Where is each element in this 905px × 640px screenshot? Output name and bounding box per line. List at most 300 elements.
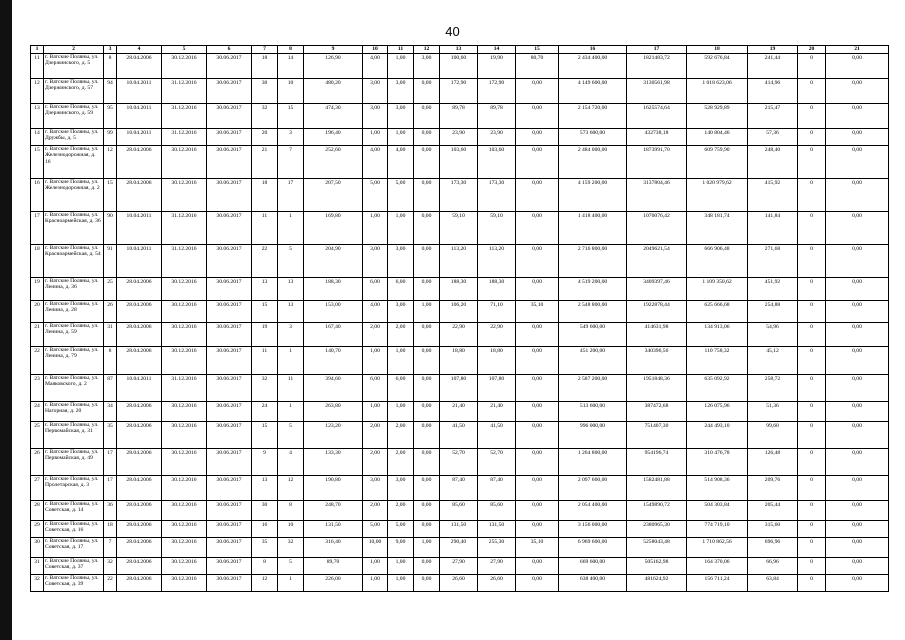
table-cell: 12 (278, 476, 304, 501)
table-cell: 31 (31, 558, 44, 575)
table-cell: 23 (31, 375, 44, 402)
table-cell: 30.06.2017 (207, 501, 252, 521)
table-cell: 1,00 (414, 301, 440, 323)
table-cell: 1,00 (363, 402, 388, 422)
table-cell: 0 (798, 104, 826, 129)
table-cell: 10.04.2011 (117, 79, 162, 104)
table-cell: 26,60 (440, 575, 478, 592)
table-cell: 11 (252, 347, 278, 375)
table-cell: 263,80 (304, 402, 363, 422)
table-cell: 196,40 (304, 129, 363, 146)
table-cell: 2,00 (388, 422, 414, 449)
column-header-13: 13 (440, 46, 478, 54)
table-cell: 9,00 (388, 538, 414, 558)
table-cell: 45,12 (748, 347, 798, 375)
table-cell: 21 (252, 146, 278, 179)
table-cell: 107,80 (440, 375, 478, 402)
table-cell: 0,00 (826, 245, 889, 278)
address-cell: г. Ватские Поляны, ул. Ленина, д. 28 (44, 301, 104, 323)
table-cell: 1,00 (363, 347, 388, 375)
table-cell: 71,10 (478, 301, 516, 323)
table-cell: 25 (31, 422, 44, 449)
column-header-6: 6 (207, 46, 252, 54)
table-cell: 0,00 (516, 278, 559, 301)
table-cell: 635 092,92 (687, 375, 748, 402)
table-cell: 2380965,30 (627, 521, 687, 538)
table-cell: 254,88 (748, 301, 798, 323)
table-cell: 0 (798, 521, 826, 538)
table-cell: 30.12.2016 (162, 278, 207, 301)
table-cell: 4,00 (363, 301, 388, 323)
table-cell: 31.12.2016 (162, 79, 207, 104)
column-header-7: 7 (252, 46, 278, 54)
table-row (31, 402, 889, 422)
table-cell: 0,00 (826, 104, 889, 129)
address-cell: г. Ватские Поляны, ул. Железнодорожная, д. 16 (44, 146, 104, 179)
table-cell: 4 149 600,00 (559, 79, 627, 104)
table-cell: 2,00 (363, 422, 388, 449)
table-cell: 16 (252, 521, 278, 538)
table-cell: 28.04.2006 (117, 558, 162, 575)
table-row (31, 245, 889, 278)
table-cell: 8 (252, 558, 278, 575)
table-cell: 30.12.2016 (162, 402, 207, 422)
table-cell: 0 (798, 476, 826, 501)
table-cell: 18 (252, 54, 278, 79)
table-cell: 0,00 (516, 323, 559, 347)
column-header-21: 21 (826, 46, 889, 54)
table-cell: 30.06.2017 (207, 54, 252, 79)
table-cell: 1 (278, 347, 304, 375)
table-cell: 35,10 (516, 301, 559, 323)
table-cell: 0 (798, 146, 826, 179)
table-cell: 32 (104, 558, 117, 575)
table-cell: 0,00 (414, 347, 440, 375)
table-cell: 10 (278, 521, 304, 538)
table-cell: 3,00 (363, 245, 388, 278)
table-cell: 7 (278, 146, 304, 179)
table-cell: 8 (104, 347, 117, 375)
table-cell: 316,40 (304, 538, 363, 558)
table-cell: 30.06.2017 (207, 278, 252, 301)
table-cell: 0,00 (414, 558, 440, 575)
table-cell: 35 (252, 538, 278, 558)
table-cell: 2,00 (388, 501, 414, 521)
table-cell: 0 (798, 179, 826, 212)
table-cell: 1 (278, 402, 304, 422)
table-cell: 126,48 (748, 449, 798, 476)
table-cell: 59,10 (440, 212, 478, 245)
table-cell: 0,00 (414, 375, 440, 402)
table-cell: 414631,98 (627, 323, 687, 347)
table-cell: 99,60 (748, 422, 798, 449)
table-row (31, 449, 889, 476)
table-cell: 30.12.2016 (162, 347, 207, 375)
table-cell: 30.06.2017 (207, 476, 252, 501)
table-cell: 1,00 (388, 212, 414, 245)
table-cell: 30.06.2017 (207, 245, 252, 278)
table-cell: 28.04.2006 (117, 402, 162, 422)
address-cell: г. Ватские Поляны, ул. Советская, д. 37 (44, 558, 104, 575)
table-cell: 18,80 (440, 347, 478, 375)
table-cell: 6,00 (363, 278, 388, 301)
table-cell: 30.06.2017 (207, 212, 252, 245)
table-cell: 480,20 (304, 79, 363, 104)
table-cell: 126 075,96 (687, 402, 748, 422)
table-cell: 0,00 (414, 476, 440, 501)
table-cell: 28.04.2006 (117, 476, 162, 501)
table-cell: 140,70 (304, 347, 363, 375)
address-cell: г. Ватские Поляны, ул. Маяковского, д. 2 (44, 375, 104, 402)
address-cell: г. Ватские Поляны, ул. Дзержинского, д. 5 (44, 54, 104, 79)
table-cell: 481624,92 (627, 575, 687, 592)
table-cell: 1 (278, 575, 304, 592)
address-cell: г. Ватские Поляны, ул. Красноармейская, д. 54 (44, 245, 104, 278)
column-header-12: 12 (414, 46, 440, 54)
table-cell: 32 (252, 375, 278, 402)
table-cell: 3,00 (363, 476, 388, 501)
table-cell: 19 (252, 323, 278, 347)
table-cell: 0,00 (826, 347, 889, 375)
table-cell: 0,00 (414, 521, 440, 538)
table-row (31, 179, 889, 212)
table-cell: 0,00 (516, 129, 559, 146)
address-cell: г. Ватские Поляны, ул. Ленина, д. 36 (44, 278, 104, 301)
table-cell: 0 (798, 347, 826, 375)
table-cell: 1,00 (414, 538, 440, 558)
table-cell: 2,00 (363, 323, 388, 347)
table-cell: 1 418 400,00 (559, 212, 627, 245)
table-cell: 1821483,72 (627, 54, 687, 79)
table-cell: 30 (252, 501, 278, 521)
table-cell: 85,60 (478, 501, 516, 521)
table-row (31, 146, 889, 179)
table-cell: 164 370,06 (687, 558, 748, 575)
table-cell: 27,90 (478, 558, 516, 575)
table-cell: 0,00 (414, 449, 440, 476)
table-cell: 0,00 (516, 375, 559, 402)
table-cell: 87 (104, 375, 117, 402)
table-cell: 1070076,42 (627, 212, 687, 245)
table-cell: 66,96 (748, 558, 798, 575)
table-cell: 28 (31, 501, 44, 521)
table-cell: 4,00 (363, 54, 388, 79)
table-cell: 6,00 (388, 375, 414, 402)
table-cell: 4 519 200,00 (559, 278, 627, 301)
table-cell: 0,00 (414, 422, 440, 449)
table-cell: 22,90 (478, 323, 516, 347)
table-cell: 30.06.2017 (207, 301, 252, 323)
table-cell: 90 (104, 212, 117, 245)
table-cell: 173,30 (478, 179, 516, 212)
table-cell: 0,00 (516, 476, 559, 501)
table-cell: 1582481,88 (627, 476, 687, 501)
table-cell: 10.04.2011 (117, 245, 162, 278)
table-cell: 10.04.2011 (117, 129, 162, 146)
column-header-4: 4 (117, 46, 162, 54)
table-cell: 432738,18 (627, 129, 687, 146)
table-cell: 0,00 (826, 146, 889, 179)
table-cell: 18 (31, 245, 44, 278)
table-cell: 3 (278, 323, 304, 347)
table-cell: 85,60 (440, 501, 478, 521)
table-row (31, 422, 889, 449)
table-cell: 0,00 (516, 422, 559, 449)
column-header-16: 16 (559, 46, 627, 54)
table-cell: 0,00 (414, 245, 440, 278)
table-cell: 1 109 350,62 (687, 278, 748, 301)
scan-edge (0, 0, 12, 640)
table-cell: 35 (104, 422, 117, 449)
column-header-5: 5 (162, 46, 207, 54)
address-cell: г. Ватские Поляны, ул. Советская, д. 17 (44, 538, 104, 558)
table-cell: 28.04.2006 (117, 538, 162, 558)
table-cell: 11 (31, 54, 44, 79)
table-cell: 241,44 (748, 54, 798, 79)
table-cell: 22 (31, 347, 44, 375)
table-cell: 134 913,06 (687, 323, 748, 347)
table-cell: 156 711,24 (687, 575, 748, 592)
table-cell: 63,84 (748, 575, 798, 592)
table-cell: 13 (278, 278, 304, 301)
table-cell: 774 719,10 (687, 521, 748, 538)
table-cell: 451,92 (748, 278, 798, 301)
table-row (31, 278, 889, 301)
table-cell: 528 929,89 (687, 104, 748, 129)
table-cell: 30.06.2017 (207, 538, 252, 558)
column-header-18: 18 (687, 46, 748, 54)
address-cell: г. Ватские Поляны, ул. Железнодорожная, д. 2 (44, 179, 104, 212)
table-cell: 1,00 (363, 129, 388, 146)
table-cell: 89,70 (304, 558, 363, 575)
address-cell: г. Ватские Поляны, ул. Ленина, д. 79 (44, 347, 104, 375)
address-cell: г. Ватские Поляны, ул. Советская, д. 39 (44, 575, 104, 592)
table-cell: 0,00 (516, 402, 559, 422)
table-cell: 28.04.2006 (117, 449, 162, 476)
table-cell: 11 (278, 375, 304, 402)
column-header-1: 1 (31, 46, 44, 54)
table-cell: 248,40 (748, 146, 798, 179)
table-cell: 89,78 (440, 104, 478, 129)
table-cell: 0,00 (516, 558, 559, 575)
table-cell: 248,70 (304, 501, 363, 521)
table-cell: 28.04.2006 (117, 347, 162, 375)
column-header-8: 8 (278, 46, 304, 54)
table-cell: 22,90 (440, 323, 478, 347)
table-cell: 0,00 (826, 54, 889, 79)
table-cell: 2 054 400,00 (559, 501, 627, 521)
table-cell: 592 676,84 (687, 54, 748, 79)
table-cell: 2 587 200,00 (559, 375, 627, 402)
table-cell: 167,40 (304, 323, 363, 347)
table-cell: 5,00 (363, 179, 388, 212)
table-cell: 0,00 (414, 129, 440, 146)
table-cell: 5258043,48 (627, 538, 687, 558)
table-cell: 0,00 (516, 501, 559, 521)
address-cell: г. Ватские Поляны, ул. Нагорная, д. 20 (44, 402, 104, 422)
table-cell: 30.12.2016 (162, 54, 207, 79)
table-row (31, 212, 889, 245)
table-cell: 30 (252, 79, 278, 104)
table-cell: 751407,30 (627, 422, 687, 449)
table-cell: 474,30 (304, 104, 363, 129)
table-cell: 0 (798, 212, 826, 245)
table-cell: 666 906,48 (687, 245, 748, 278)
table-cell: 5 (278, 558, 304, 575)
table-cell: 549 600,00 (559, 323, 627, 347)
table-cell: 310 476,78 (687, 449, 748, 476)
column-header-2: 2 (44, 46, 104, 54)
table-cell: 3,00 (414, 54, 440, 79)
table-cell: 23,90 (440, 129, 478, 146)
table-cell: 271,68 (748, 245, 798, 278)
table-cell: 17 (104, 476, 117, 501)
table-cell: 3130561,98 (627, 79, 687, 104)
table-cell: 14 (278, 54, 304, 79)
table-row (31, 347, 889, 375)
table-cell: 24 (252, 402, 278, 422)
table-cell: 12 (104, 146, 117, 179)
table-cell: 996 000,00 (559, 422, 627, 449)
table-cell: 3,00 (388, 476, 414, 501)
column-header-11: 11 (388, 46, 414, 54)
table-cell: 30.06.2017 (207, 375, 252, 402)
table-cell: 123,20 (304, 422, 363, 449)
table-cell: 0,00 (826, 476, 889, 501)
table-cell: 22 (104, 575, 117, 592)
table-cell: 30.12.2016 (162, 422, 207, 449)
table-cell: 30.06.2017 (207, 323, 252, 347)
table-cell: 87,40 (440, 476, 478, 501)
address-cell: г. Ватские Поляны, ул. Дзержинского, д. 57 (44, 79, 104, 104)
table-cell: 10.04.2011 (117, 375, 162, 402)
table-cell: 41,50 (478, 422, 516, 449)
table-row (31, 323, 889, 347)
table-cell: 113,20 (440, 245, 478, 278)
table-cell: 16 (31, 179, 44, 212)
table-cell: 141,84 (748, 212, 798, 245)
table-cell: 2 484 000,00 (559, 146, 627, 179)
table-cell: 0,00 (826, 323, 889, 347)
table-cell: 30.06.2017 (207, 146, 252, 179)
table-cell: 13 (252, 278, 278, 301)
table-cell: 52,70 (478, 449, 516, 476)
table-cell: 3 (278, 129, 304, 146)
table-cell: 6 969 600,00 (559, 538, 627, 558)
table-cell: 30.06.2017 (207, 79, 252, 104)
table-cell: 20 (31, 301, 44, 323)
table-cell: 30.12.2016 (162, 323, 207, 347)
table-cell: 28.04.2006 (117, 323, 162, 347)
table-cell: 0 (798, 402, 826, 422)
table-cell: 0,00 (516, 146, 559, 179)
table-row (31, 521, 889, 538)
table-cell: 0,00 (516, 521, 559, 538)
address-cell: г. Ватские Поляны, ул. Красноармейская, д. 36 (44, 212, 104, 245)
table-cell: 244 493,10 (687, 422, 748, 449)
table-cell: 31.12.2016 (162, 375, 207, 402)
table-cell: 51,36 (748, 402, 798, 422)
table-cell: 2 716 800,00 (559, 245, 627, 278)
table-cell: 0,00 (516, 104, 559, 129)
table-cell: 415,92 (748, 179, 798, 212)
table-cell: 0,00 (826, 538, 889, 558)
table-cell: 188,30 (440, 278, 478, 301)
table-cell: 1,00 (363, 212, 388, 245)
table-cell: 30.06.2017 (207, 558, 252, 575)
table-cell: 15 (104, 179, 117, 212)
table-cell: 1549890,72 (627, 501, 687, 521)
table-cell: 28.04.2006 (117, 146, 162, 179)
table-cell: 15 (31, 146, 44, 179)
table-cell: 1 018 623,06 (687, 79, 748, 104)
table-cell: 13 (31, 104, 44, 129)
table-cell: 0,00 (826, 449, 889, 476)
table-cell: 0,00 (414, 278, 440, 301)
table-cell: 28.04.2006 (117, 575, 162, 592)
table-cell: 3,00 (388, 301, 414, 323)
table-cell: 0,00 (414, 575, 440, 592)
table-row (31, 54, 889, 79)
table-cell: 505162,98 (627, 558, 687, 575)
table-cell: 205,44 (748, 501, 798, 521)
table-cell: 3,00 (363, 104, 388, 129)
table-cell: 669 600,00 (559, 558, 627, 575)
table-cell: 32 (31, 575, 44, 592)
table-cell: 2 548 800,00 (559, 301, 627, 323)
table-cell: 10 (278, 79, 304, 104)
table-cell: 30.12.2016 (162, 558, 207, 575)
table-cell: 21,40 (478, 402, 516, 422)
table-cell: 0 (798, 129, 826, 146)
table-cell: 13 (252, 476, 278, 501)
table-cell: 0 (798, 323, 826, 347)
table-cell: 1 020 979,62 (687, 179, 748, 212)
table-cell: 13 (278, 301, 304, 323)
table-cell: 0,00 (516, 245, 559, 278)
table-cell: 387472,68 (627, 402, 687, 422)
table-cell: 26 (31, 449, 44, 476)
table-cell: 15 (278, 104, 304, 129)
table-cell: 19 (31, 278, 44, 301)
table-cell: 18 (252, 179, 278, 212)
table-cell: 0,00 (414, 402, 440, 422)
column-header-20: 20 (798, 46, 826, 54)
table-cell: 14 (31, 129, 44, 146)
table-cell: 258,72 (748, 375, 798, 402)
table-cell: 30.06.2017 (207, 402, 252, 422)
table-cell: 215,47 (748, 104, 798, 129)
table-cell: 54,96 (748, 323, 798, 347)
table-cell: 3409397,46 (627, 278, 687, 301)
table-cell: 100,60 (440, 54, 478, 79)
table-cell: 15 (252, 422, 278, 449)
table-cell: 173,30 (440, 179, 478, 212)
table-cell: 451 200,00 (559, 347, 627, 375)
table-row (31, 79, 889, 104)
table-cell: 3,00 (388, 245, 414, 278)
table-cell: 1,00 (363, 558, 388, 575)
table-cell: 0 (798, 449, 826, 476)
table-cell: 94 (104, 79, 117, 104)
table-cell: 103,60 (440, 146, 478, 179)
table-cell: 1,00 (388, 129, 414, 146)
table-cell: 26 (104, 301, 117, 323)
table-cell: 22 (252, 245, 278, 278)
table-cell: 4 (278, 449, 304, 476)
table-cell: 2 154 720,00 (559, 104, 627, 129)
table-cell: 2,00 (363, 449, 388, 476)
